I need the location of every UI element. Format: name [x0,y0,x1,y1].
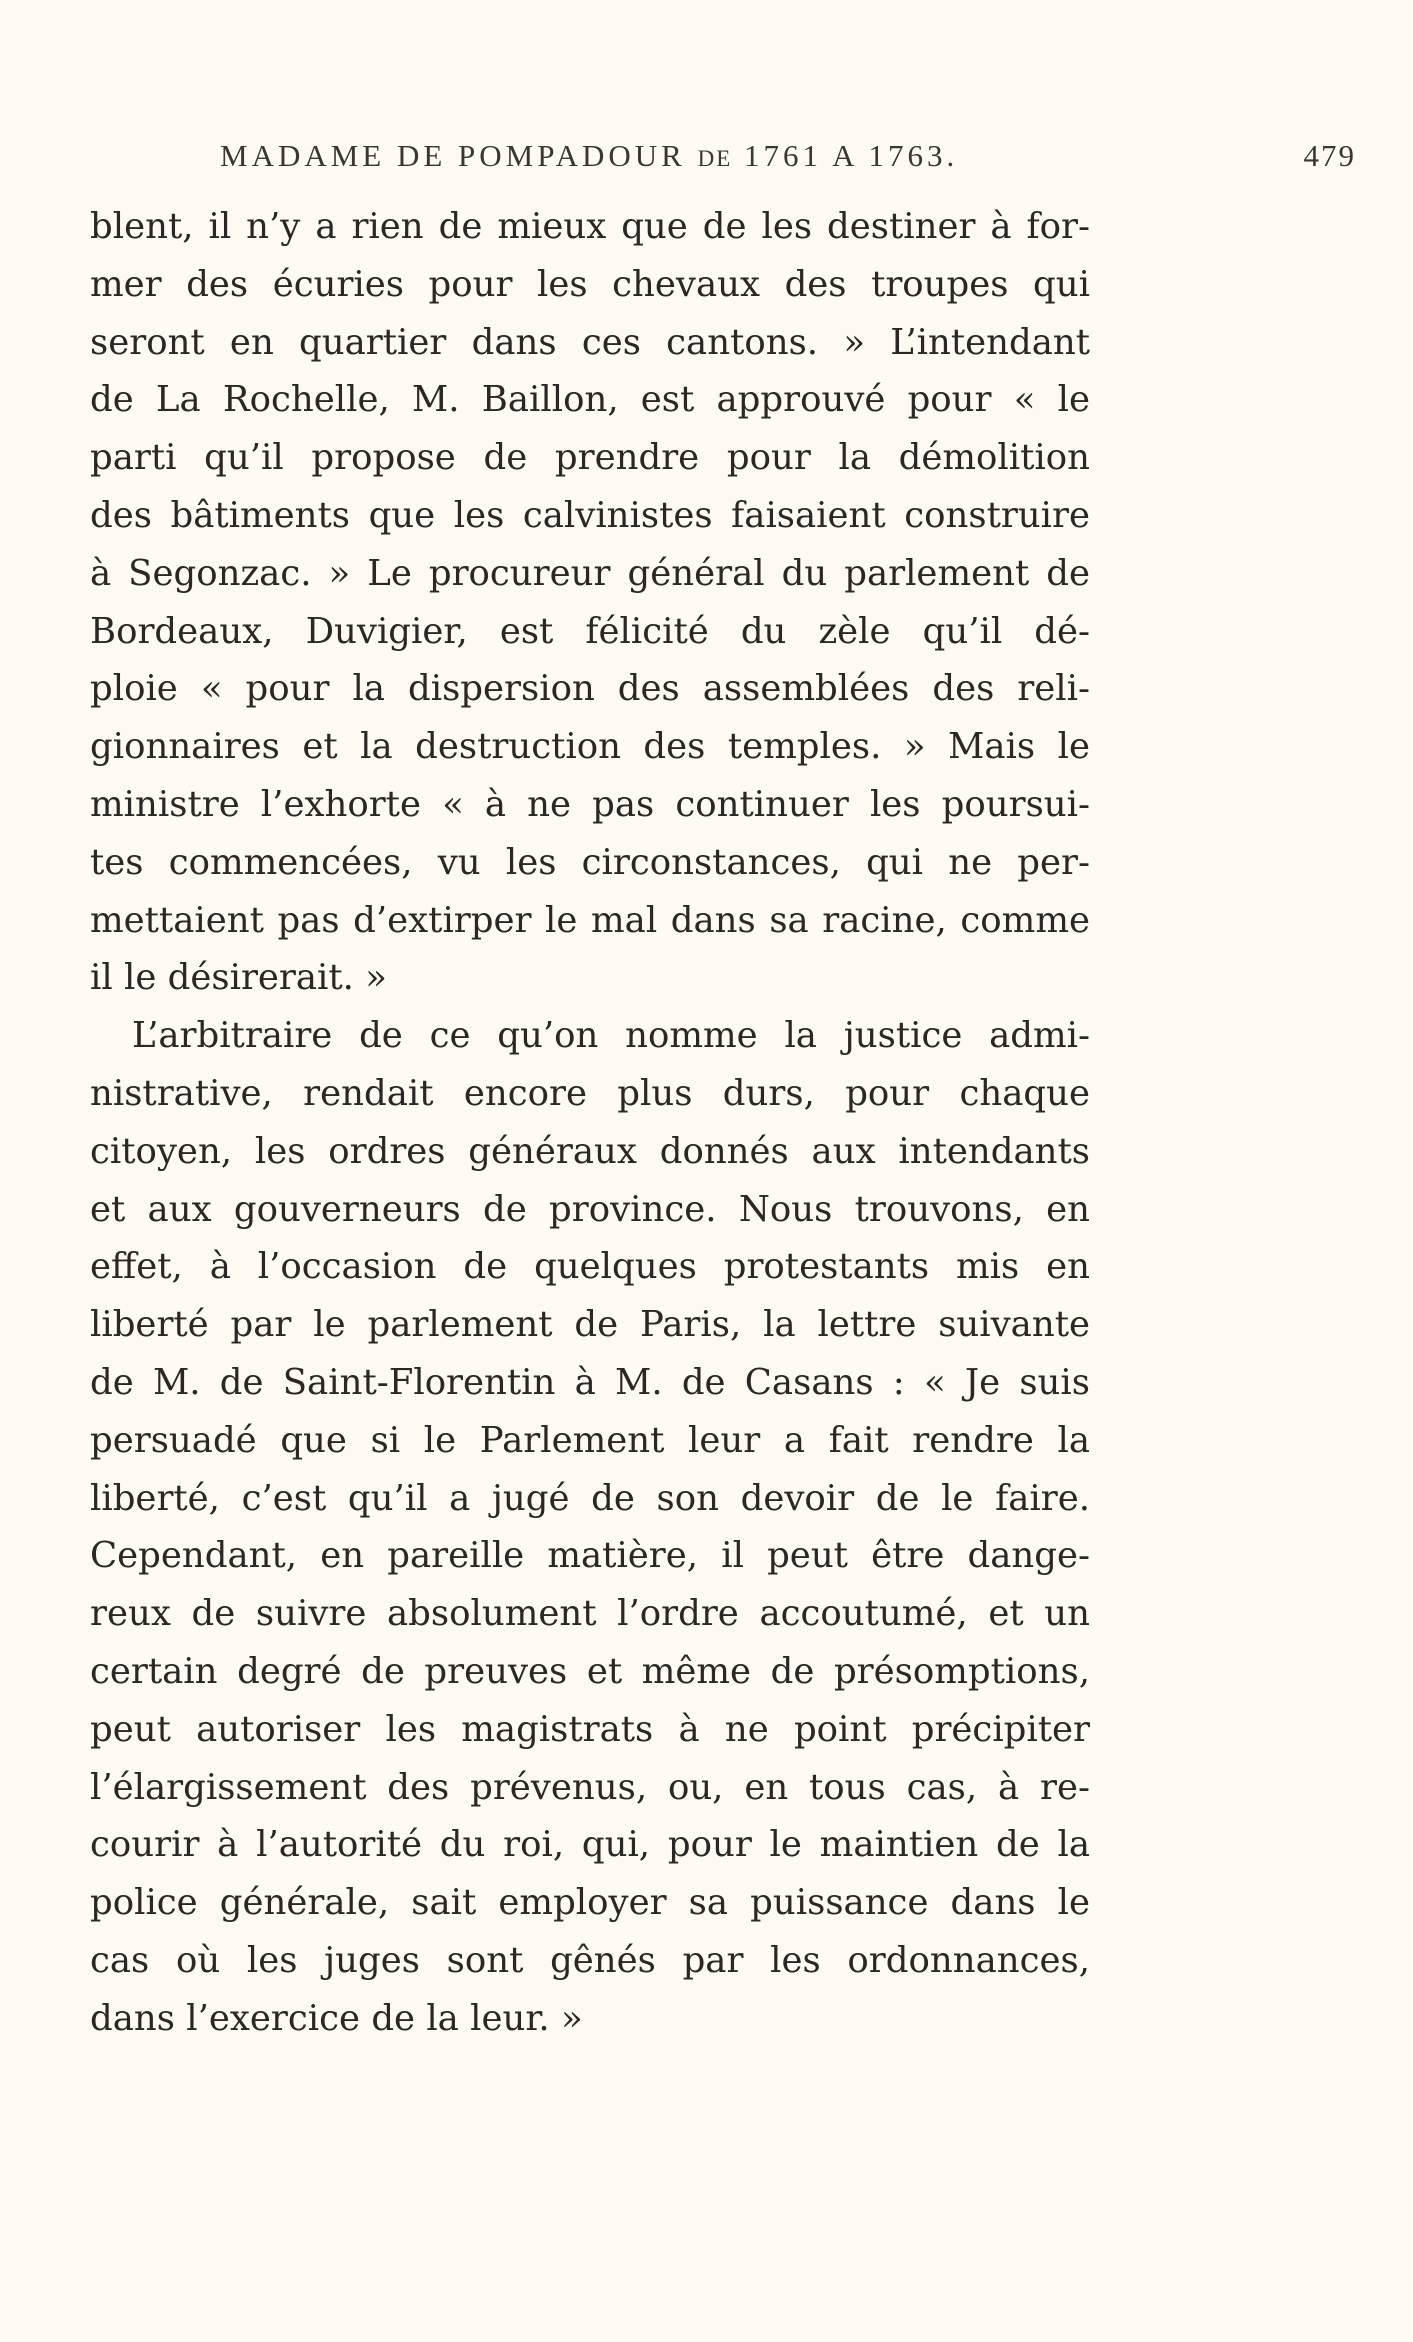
text-line: peut autoriser les magistrats à ne point précipiter [90,1708,1090,1750]
text-line: reux de suivre absolument l’ordre accoutumé, et un [90,1593,1090,1635]
text-line: parti qu’il propose de prendre pour la démolition [90,437,1090,479]
text-line: seront en quartier dans ces cantons. » L’intendant [90,321,1090,363]
text-line: mettaient pas d’extirper le mal dans sa racine, comme [90,899,1090,941]
text-line: cas où les juges sont gênés par les ordonnances, [90,1939,1090,1981]
text-line: et aux gouverneurs de province. Nous trouvons, en [90,1188,1090,1230]
text-line: ploie « pour la dispersion des assemblées des reli- [90,668,1090,710]
text-line: effet, à l’occasion de quelques protestants mis en [90,1246,1090,1288]
text-line: citoyen, les ordres généraux donnés aux intendants [90,1130,1090,1172]
text-line: Bordeaux, Duvigier, est félicité du zèle qu’il dé- [90,610,1090,652]
text-line: blent, il n’y a rien de mieux que de les destiner à for- [90,206,1090,247]
text-line: dans l’exercice de la leur. » [90,1997,583,2039]
running-title [220,138,958,174]
text-line: mer des écuries pour les chevaux des troupes qui [90,263,1090,305]
text-line: ministre l’exhorte « à ne pas continuer les poursui- [90,783,1090,825]
text-line: des bâtiments que les calvinistes faisaient construire [90,494,1090,536]
text-line: L’arbitraire de ce qu’on nomme la justice admi- [132,1015,1090,1057]
text-line: certain degré de preuves et même de présomptions, [90,1650,1090,1692]
text-line: persuadé que si le Parlement leur a fait rendre la [90,1419,1090,1461]
text-line: nistrative, rendait encore plus durs, pour chaque [90,1072,1090,1114]
text-line: l’élargissement des prévenus, ou, en tous cas, à re- [90,1766,1090,1808]
text-line: liberté par le parlement de Paris, la lettre suivante [90,1304,1090,1346]
text-line: police générale, sait employer sa puissance dans le [90,1882,1090,1924]
text-line: à Segonzac. » Le procureur général du parlement de [90,552,1090,594]
text-line: gionnaires et la destruction des temples. » Mais le [90,726,1090,768]
running-title-dates: 1761 A 1763. [732,138,959,173]
running-title-main: MADAME DE POMPADOUR [220,138,698,173]
text-line: de M. de Saint-Florentin à M. de Casans : « Je suis [90,1361,1090,1403]
running-title-de: DE [697,146,733,171]
text-line: courir à l’autorité du roi, qui, pour le maintien de la [90,1824,1090,1866]
text-line: il le désirerait. » [90,957,387,999]
text-line: tes commencées, vu les circonstances, qui ne per- [90,841,1090,883]
running-header [220,138,1356,188]
text-line: de La Rochelle, M. Baillon, est approuvé pour « le [90,379,1090,421]
text-line: liberté, c’est qu’il a jugé de son devoir de le faire. [90,1477,1090,1519]
body-text [90,198,1090,2048]
page-number: 479 [1303,138,1356,173]
text-line: Cependant, en pareille matière, il peut être dange- [90,1535,1090,1577]
